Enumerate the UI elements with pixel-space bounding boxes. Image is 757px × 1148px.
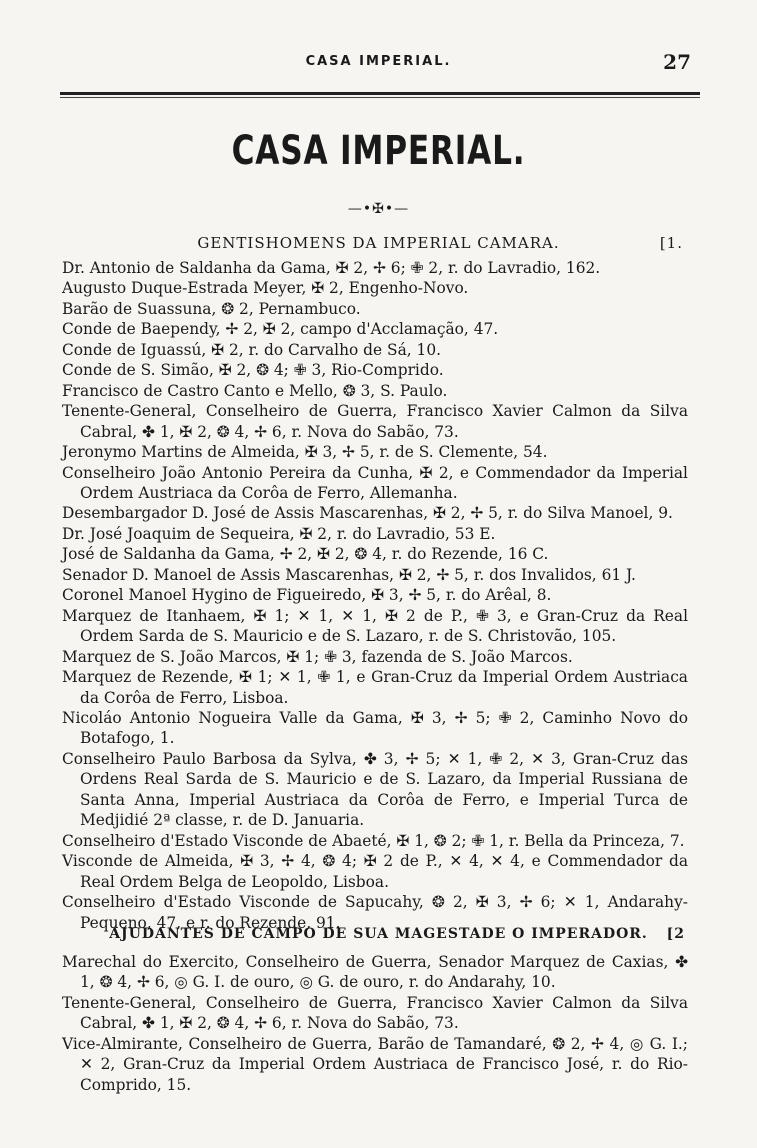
page-title: CASA IMPERIAL.	[231, 128, 526, 174]
list-item: Francisco de Castro Canto e Mello, ❂ 3, S. Paulo.	[62, 381, 448, 400]
list-item: Conselheiro Paulo Barbosa da Sylva, ✤ 3, ✢ 5; ✕ 1, ✙ 2, ✕ 3, Gran-Cruz das Ordens Real Sarda de S. Mauricio e de S. Lazaro, da Imperial Russiana de Santa Anna, Imperial Austriaca da Corôa de Ferro, e Imperial Turca de Medjidié 2ª classe, r. de D. Januaria.	[62, 749, 688, 830]
header-rule-thin	[60, 97, 700, 98]
list-item: Conselheiro d'Estado Visconde de Sapucahy, ❂ 2, ✠ 3, ✢ 6; ✕ 1, Andarahy-Pequeno, 47, e r. do Rezende, 91.	[62, 893, 688, 932]
list-item: Marechal do Exercito, Conselheiro de Guerra, Senador Marquez de Caxias, ✤ 1, ❂ 4, ✢ 6, ◎ G. I. de ouro, ◎ G. de ouro, r. do Andarahy, 10.	[62, 953, 688, 992]
section-heading-gentishomens	[0, 234, 757, 252]
list-item: Conselheiro João Antonio Pereira da Cunha, ✠ 2, e Commendador da Imperial Ordem Austriaca da Corôa de Ferro, Allemanha.	[62, 463, 688, 502]
list-item: Barão de Suassuna, ❂ 2, Pernambuco.	[62, 299, 361, 318]
section-heading-ajudantes	[0, 926, 757, 942]
section-heading-text: AJUDANTES DE CAMPO DE SUA MAGESTADE O IMPERADOR.	[109, 926, 648, 942]
list-item: Conde de S. Simão, ✠ 2, ❂ 4; ✙ 3, Rio-Comprido.	[62, 361, 444, 380]
section-count: [2	[666, 926, 685, 942]
header-rule-thick	[60, 92, 700, 95]
list-item: Tenente-General, Conselheiro de Guerra, Francisco Xavier Calmon da Silva Cabral, ✤ 1, ✠ 2, ❂ 4, ✢ 6, r. Nova do Sabão, 73.	[62, 402, 688, 441]
list-item: Nicoláo Antonio Nogueira Valle da Gama, ✠ 3, ✢ 5; ✙ 2, Caminho Novo do Botafogo, 1.	[62, 708, 688, 748]
list-item: Senador D. Manoel de Assis Mascarenhas, ✠ 2, ✢ 5, r. dos Invalidos, 61 J.	[62, 565, 636, 584]
entries-gentishomens	[62, 258, 688, 933]
list-item: Dr. Antonio de Saldanha da Gama, ✠ 2, ✢ 6; ✙ 2, r. do Lavradio, 162.	[62, 259, 601, 277]
list-item: Conselheiro d'Estado Visconde de Abaeté, ✠ 1, ❂ 2; ✙ 1, r. Bella da Princeza, 7.	[62, 831, 685, 850]
list-item: Coronel Manoel Hygino de Figueiredo, ✠ 3, ✢ 5, r. do Arêal, 8.	[62, 586, 552, 605]
list-item: Tenente-General, Conselheiro de Guerra, Francisco Xavier Calmon da Silva Cabral, ✤ 1, ✠ 2, ❂ 4, ✢ 6, r. Nova do Sabão, 73.	[62, 993, 688, 1033]
list-item: Augusto Duque-Estrada Meyer, ✠ 2, Engenho-Novo.	[62, 279, 469, 298]
running-title: CASA IMPERIAL.	[305, 54, 452, 69]
list-item: Marquez de Rezende, ✠ 1; ✕ 1, ✙ 1, e Gran-Cruz da Imperial Ordem Austriaca da Corôa de Ferro, Lisboa.	[62, 668, 688, 707]
section-heading-text: GENTISHOMENS DA IMPERIAL CAMARA.	[197, 234, 560, 252]
list-item: Visconde de Almeida, ✠ 3, ✢ 4, ❂ 4; ✠ 2 de P., ✕ 4, ✕ 4, e Commendador da Real Ordem Belga de Leopoldo, Lisboa.	[62, 852, 688, 891]
page-number: 27	[663, 50, 691, 74]
list-item: Marquez de Itanhaem, ✠ 1; ✕ 1, ✕ 1, ✠ 2 de P., ✙ 3, e Gran-Cruz da Real Ordem Sarda de S. Mauricio e de S. Lazaro, r. de S. Christovão, 105.	[62, 606, 688, 646]
entries-ajudantes	[62, 952, 688, 1095]
list-item: José de Saldanha da Gama, ✢ 2, ✠ 2, ❂ 4, r. do Rezende, 16 C.	[62, 545, 549, 564]
list-item: Marquez de S. João Marcos, ✠ 1; ✙ 3, fazenda de S. João Marcos.	[62, 647, 573, 666]
ornament-divider: —•✠•—	[347, 201, 410, 217]
section-count: [1.	[659, 234, 683, 252]
list-item: Conde de Iguassú, ✠ 2, r. do Carvalho de Sá, 10.	[62, 340, 442, 359]
list-item: Vice-Almirante, Conselheiro de Guerra, Barão de Tamandaré, ❂ 2, ✢ 4, ◎ G. I.; ✕ 2, Gran-Cruz da Imperial Ordem Austriaca de Francisco José, r. do Rio-Comprido, 15.	[62, 1034, 688, 1094]
list-item: Desembargador D. José de Assis Mascarenhas, ✠ 2, ✢ 5, r. do Silva Manoel, 9.	[62, 504, 673, 523]
list-item: Dr. José Joaquim de Sequeira, ✠ 2, r. do Lavradio, 53 E.	[62, 524, 496, 543]
list-item: Jeronymo Martins de Almeida, ✠ 3, ✢ 5, r. de S. Clemente, 54.	[62, 443, 548, 462]
list-item: Conde de Baependy, ✢ 2, ✠ 2, campo d'Acclamação, 47.	[62, 320, 499, 339]
